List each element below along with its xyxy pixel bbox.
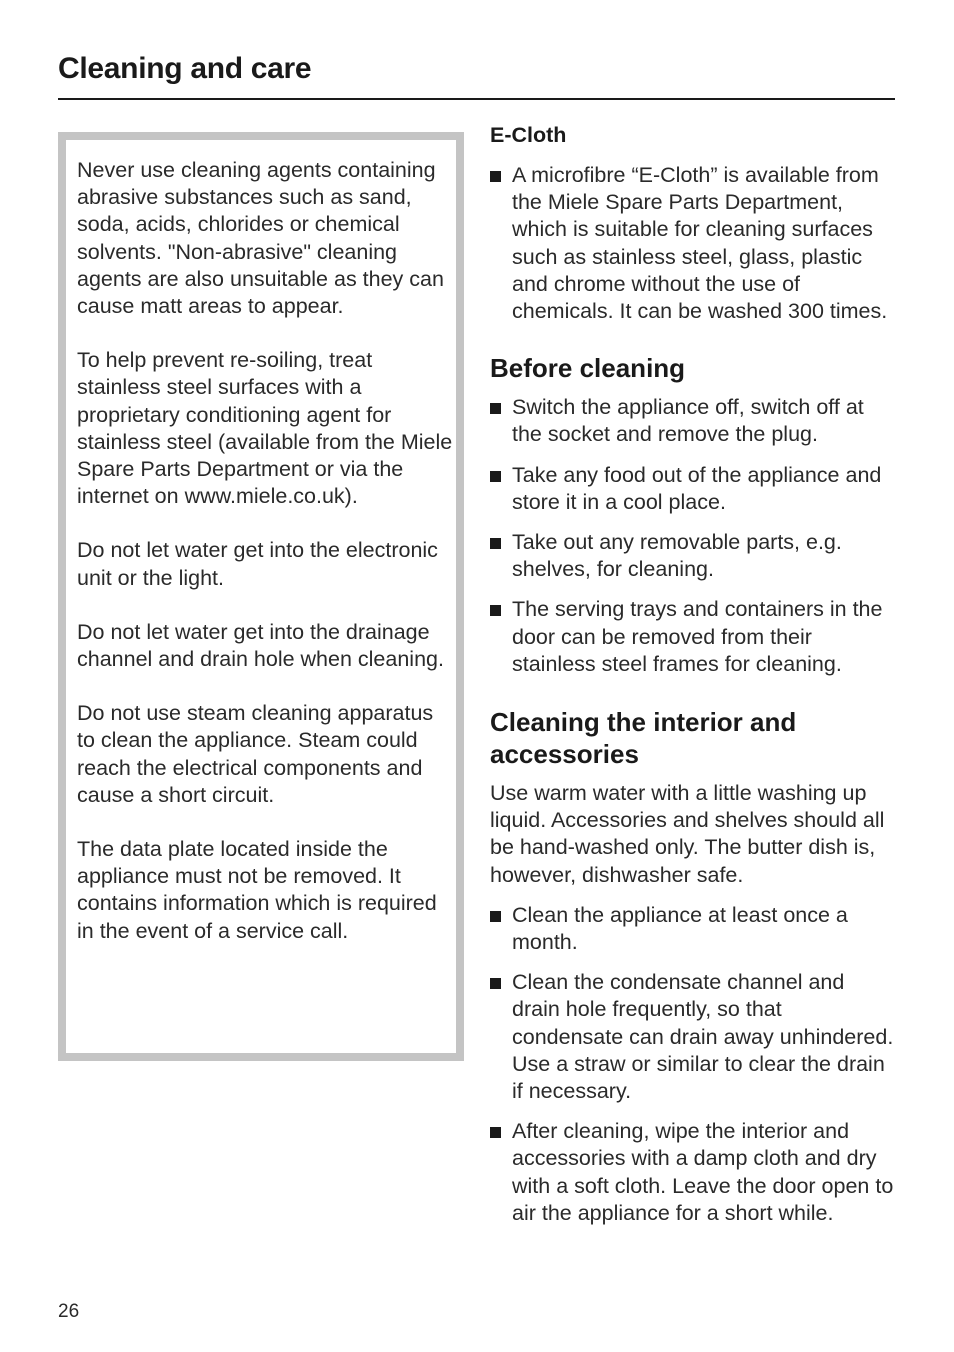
list-item: [490, 1118, 895, 1227]
before-cleaning-list: [490, 394, 895, 678]
list-item: [490, 902, 895, 956]
title-divider: [58, 98, 895, 100]
square-bullet-icon: [490, 471, 501, 482]
warning-box: [58, 132, 464, 1061]
list-item: [490, 969, 895, 1105]
section-before-cleaning: [490, 352, 895, 678]
page-title: Cleaning and care: [58, 52, 312, 85]
before-cleaning-heading: Before cleaning: [490, 353, 686, 384]
list-item-text: After cleaning, wipe the interior and accessories with a damp cloth and dry with a soft cloth. Leave the door open to air the appliance for a short while.: [512, 1119, 894, 1225]
square-bullet-icon: [490, 538, 501, 549]
list-item: [490, 462, 895, 516]
list-item-text: A microfibre “E-Cloth” is available from the Miele Spare Parts Department, which is suitable for cleaning surfaces such as stainless steel, glass, plastic and chrome without the use of chemicals. It can be washed 300 times.: [512, 163, 888, 324]
list-item-text: Clean the appliance at least once a month.: [512, 902, 848, 955]
square-bullet-icon: [490, 605, 501, 616]
list-item-text: The serving trays and containers in the door can be removed from their stainless steel frames for cleaning.: [512, 597, 883, 676]
cleaning-interior-list: [490, 902, 895, 1227]
warning-paragraph-abrasive: Never use cleaning agents containing abrasive substances such as sand, soda, acids, chlorides or chemical solvents. "Non-abrasive" cleaning agents are also unsuitable as they can cause matt areas to appear.: [77, 158, 444, 319]
list-item: [490, 394, 895, 448]
square-bullet-icon: [490, 1127, 501, 1138]
ecloth-list: [490, 162, 895, 325]
list-item-text: Switch the appliance off, switch off at the socket and remove the plug.: [512, 395, 864, 447]
warning-paragraph-data-plate: The data plate located inside the appliance must not be removed. It contains information which is required in the event of a service call.: [77, 837, 437, 943]
right-column: [490, 120, 895, 1240]
list-item: [490, 596, 895, 678]
ecloth-heading: E-Cloth: [490, 123, 567, 147]
list-item-text: Take out any removable parts, e.g. shelves, for cleaning.: [512, 530, 842, 582]
warning-paragraph-drainage: Do not let water get into the drainage channel and drain hole when cleaning.: [77, 619, 444, 672]
square-bullet-icon: [490, 911, 501, 922]
warning-paragraph-resoiling: To help prevent re-soiling, treat stainless steel surfaces with a proprietary conditioning agent for stainless steel (available from the Miele Spare Parts Department or via the internet on www.miele.co.uk).: [77, 348, 453, 509]
section-cleaning-interior: [490, 706, 895, 1227]
cleaning-interior-heading: Cleaning the interior and accessories: [490, 707, 797, 770]
page-number: 26: [58, 1301, 80, 1322]
section-ecloth: [490, 120, 895, 325]
cleaning-interior-intro: Use warm water with a little washing up liquid. Accessories and shelves should all be hand-washed only. The butter dish is, however, dishwasher safe.: [490, 781, 885, 887]
list-item-text: Take any food out of the appliance and store it in a cool place.: [512, 462, 882, 514]
warning-paragraph-electronic-unit: Do not let water get into the electronic unit or the light.: [77, 538, 438, 590]
warning-paragraph-steam: Do not use steam cleaning apparatus to clean the appliance. Steam could reach the electrical components and cause a short circuit.: [77, 701, 434, 807]
warning-text-block: [77, 157, 457, 972]
list-item: [490, 529, 895, 583]
square-bullet-icon: [490, 978, 501, 989]
square-bullet-icon: [490, 403, 501, 414]
list-item-text: Clean the condensate channel and drain hole frequently, so that condensate can drain away unhindered. Use a straw or similar to clear the drain if necessary.: [512, 970, 894, 1104]
square-bullet-icon: [490, 171, 501, 182]
list-item: [490, 162, 895, 325]
